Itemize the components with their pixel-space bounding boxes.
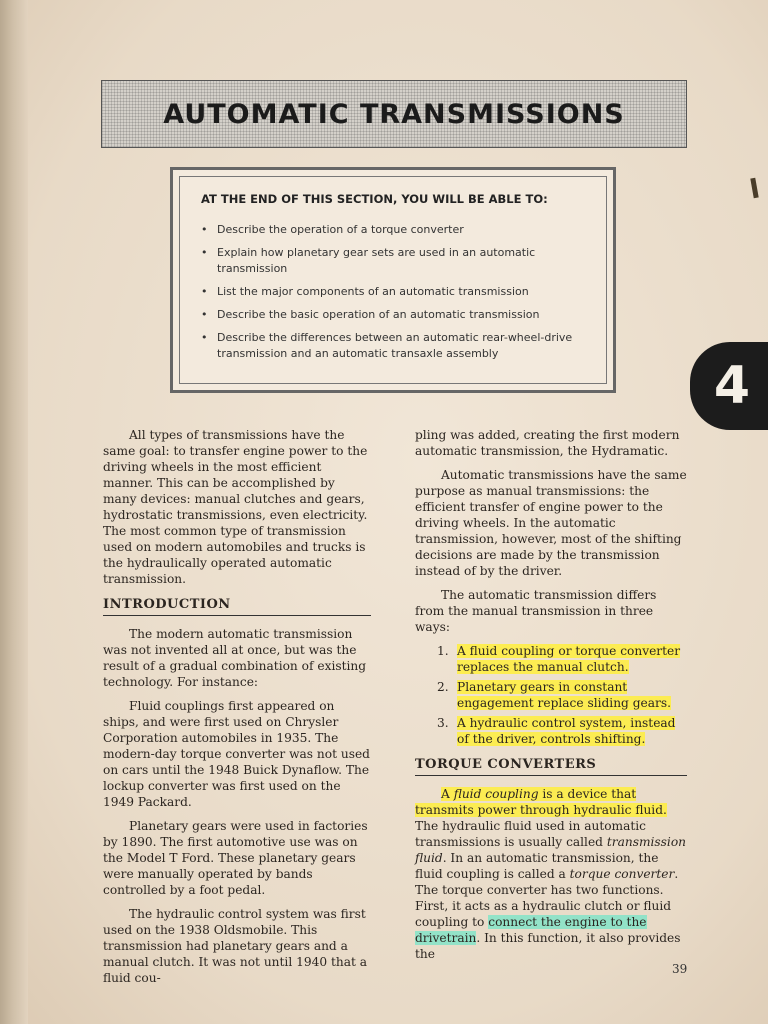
highlighted-text: A hydraulic control system, instead of the driver, controls shifting. (457, 716, 676, 746)
objective-item: • List the major components of an automatic transmission (201, 285, 529, 298)
list-item: 2. Planetary gears in constant engagement replace sliding gears. (437, 680, 671, 710)
highlighted-text: A fluid coupling or torque converter replaces the manual clutch. (457, 644, 681, 674)
objective-item: • Describe the operation of a torque converter (201, 223, 464, 236)
list-item: 1. A fluid coupling or torque converter replaces the manual clutch. (437, 644, 681, 674)
highlighted-text: A fluid coupling is a device that transmits power through hydraulic fluid. (415, 787, 667, 817)
body-paragraph: Automatic transmissions have the same purpose as manual transmissions: the efficient transfer of engine power to the driving wheels. In the automatic transmission, however, most of the shifting decisions are made by the transmission instead of by the driver. (415, 468, 687, 578)
page-mark (750, 178, 758, 199)
body-paragraph: The modern automatic transmission was not invented all at once, but was the result of a gradual combination of existing technology. For instance: (103, 627, 367, 689)
objective-item: • Describe the differences between an automatic rear-wheel-drive transmission and an automatic transaxle assembly (201, 331, 573, 360)
page-title: AUTOMATIC TRANSMISSIONS (163, 98, 625, 130)
objective-item: • Describe the basic operation of an automatic transmission (201, 308, 540, 321)
chapter-tab (690, 342, 768, 430)
body-paragraph: Planetary gears were used in factories by 1890. The first automotive use was on the Model T Ford. These planetary gears were manually operated by bands controlled by a foot pedal. (103, 819, 368, 897)
page-number: 39 (672, 962, 688, 976)
intro-paragraph: All types of transmissions have the same goal: to transfer engine power to the driving wheels in the most efficient manner. This can be accomplished by many devices: manual clutches and gears, hydrostatic transmissions, even electricity. The most common type of transmission used on modern automobiles and trucks is the hydraulically operated automatic transmission. (103, 428, 368, 586)
torque-converters-heading: TORQUE CONVERTERS (415, 757, 687, 776)
bullet-icon: • (201, 246, 208, 259)
objectives-list (201, 222, 581, 369)
highlighted-text-green: connect the engine to the drivetrain (415, 915, 647, 945)
bullet-icon: • (201, 223, 208, 236)
book-spine-shadow (0, 0, 28, 1024)
chapter-number: 4 (713, 356, 751, 416)
objectives-box (170, 167, 616, 393)
body-paragraph: The hydraulic control system was first used on the 1938 Oldsmobile. This transmission had planetary gears and a manual clutch. It was not until 1940 that a fluid cou- (103, 907, 368, 985)
title-banner (101, 80, 687, 148)
bullet-icon: • (201, 308, 208, 321)
torque-paragraph: A fluid coupling is a device that transmits power through hydraulic fluid. The hydraulic fluid used in automatic transmissions is usually called transmission fluid. In an automatic transmission, the fluid coupling is called a torque converter. The torque converter has two functions. First, it acts as a hydraulic clutch or fluid coupling to connect the engine to the drivetrain. In this function, it also provides the (415, 787, 687, 961)
body-paragraph: The automatic transmission differs from the manual transmission in three ways: (415, 588, 657, 634)
list-item: 3. A hydraulic control system, instead of the driver, controls shifting. (437, 716, 676, 746)
bullet-icon: • (201, 285, 208, 298)
right-column (415, 427, 687, 970)
objective-item: • Explain how planetary gear sets are used in an automatic transmission (201, 246, 536, 275)
left-column (103, 427, 371, 994)
highlighted-text: Planetary gears in constant engagement replace sliding gears. (457, 680, 671, 710)
differences-list (415, 643, 687, 747)
continuation-paragraph: pling was added, creating the first modern automatic transmission, the Hydramatic. (415, 428, 680, 458)
body-paragraph: Fluid couplings first appeared on ships, and were first used on Chrysler Corporation automobiles in 1935. The modern-day torque converter was not used on cars until the 1948 Buick Dynaflow. The lockup converter was first used on the 1949 Packard. (103, 699, 370, 809)
objectives-heading: AT THE END OF THIS SECTION, YOU WILL BE ABLE TO: (201, 192, 548, 206)
introduction-heading: INTRODUCTION (103, 597, 371, 616)
bullet-icon: • (201, 331, 208, 344)
